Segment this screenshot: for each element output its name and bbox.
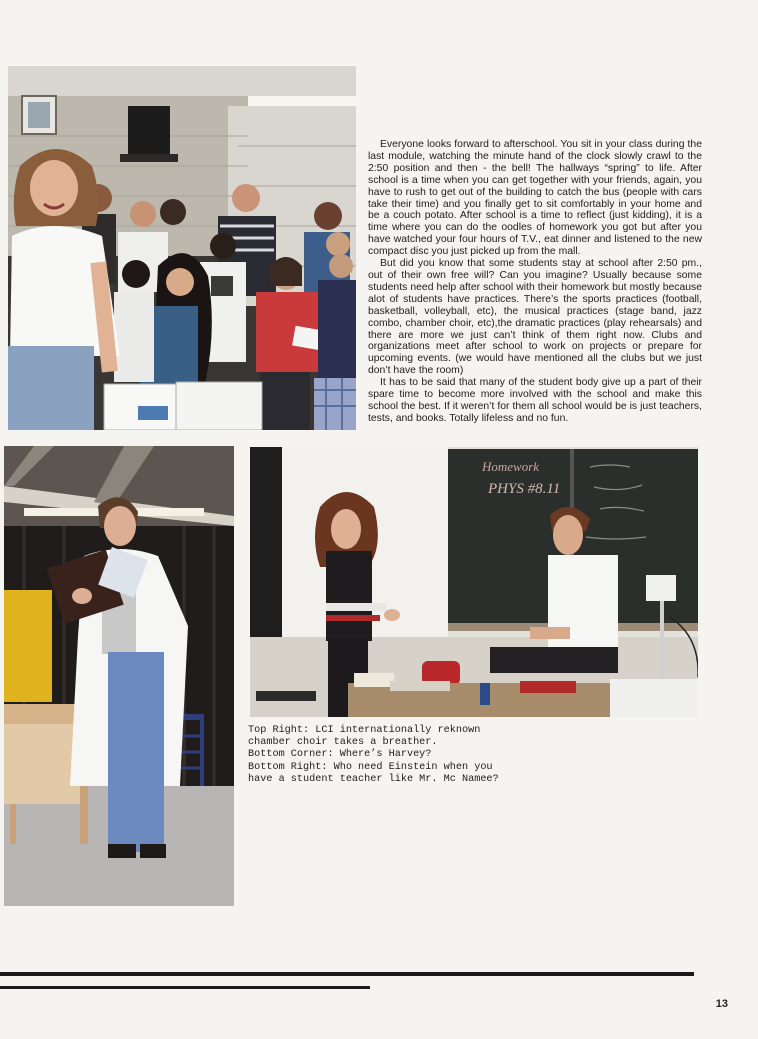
- choir-photo: [8, 66, 356, 430]
- article-paragraph: Everyone looks forward to afterschool. You sit in your class during the last module, watching the minute hand of the clock slowly crawl to the 2:50 position and then - the bell! The hallways “spring” to life. After school is a time when you can get together with your friends, again, you have to rush to get out of the building to catch the bus (people with cars take their time) and you finally get to sit comfortably in your home and be a couch potato. After school is a time to reflect (just kidding), it is a time where you can do the oodles of homework you got but after you have watched your four hours of T.V., eat dinner and listened to the new compact disc you just picked up from the mall.: [368, 139, 702, 258]
- decorative-rule-long: [0, 972, 694, 976]
- caption-top-right: Top Right: LCI internationally reknown chamber choir takes a breather.: [248, 725, 487, 749]
- classroom-photo: [250, 447, 698, 717]
- page-number: 13: [715, 998, 728, 1010]
- decorative-rule-short: [0, 986, 370, 989]
- article-paragraph: But did you know that some students stay at school after 2:50 pm., out of their own free will? Can you imagine? Usually because some students need help after school with their homework but mostly because alot of students have practices. There’s the sports practices (football, basketball, volleyball, etc), the musical practices (stage band, jazz combo, chamber choir, etc),the dramatic practices (play rehearsals) and there are more we just can’t think of them right now. Clubs and organizations meet after school to work on projects or prepare for upcoming events. (we would have mentioned all the clubs but we just don’t have the room): [368, 258, 702, 377]
- chalkboard-assignment: PHYS #8.11: [488, 481, 561, 497]
- photo-captions: [248, 725, 508, 786]
- article-body: [368, 139, 702, 425]
- caption-bottom-corner: Bottom Corner: Where’s Harvey?: [248, 749, 432, 761]
- chalkboard-heading: Homework: [482, 459, 540, 474]
- rehearsal-photo: [4, 446, 234, 906]
- article-paragraph: It has to be said that many of the student body give up a part of their spare time to become more involved with the school and make this school the best. If it weren’t for them all school would be is just teachers, tests, and books. Totally lifeless and no fun.: [368, 377, 702, 424]
- caption-bottom-right: Bottom Right: Who need Einstein when you have a student teacher like Mr. Mc Namee?: [248, 761, 499, 785]
